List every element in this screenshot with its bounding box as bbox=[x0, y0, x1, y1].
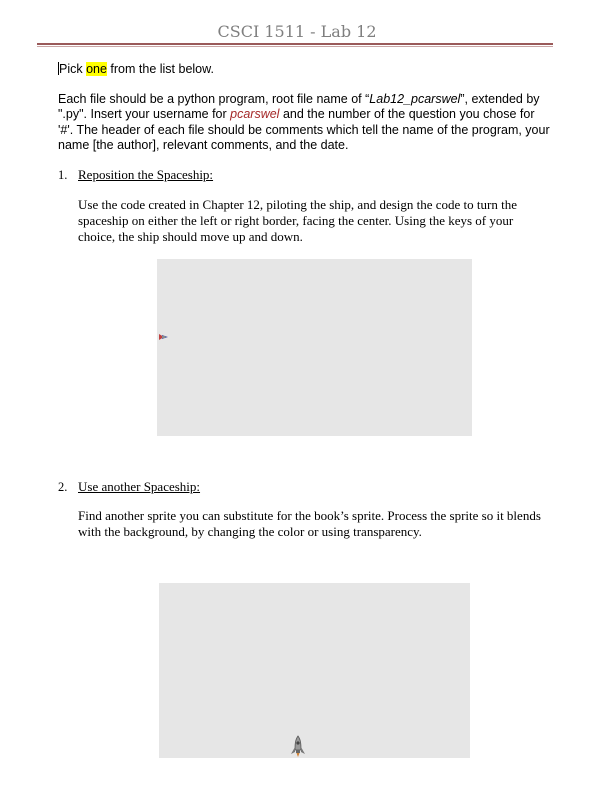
username: pcarswel bbox=[230, 107, 280, 122]
root-file-name: Lab12_pcarswel bbox=[369, 92, 461, 106]
highlighted-word: one bbox=[86, 62, 107, 76]
question-2-game-screenshot bbox=[159, 583, 470, 758]
page-header-title: CSCI 1511 - Lab 12 bbox=[217, 22, 377, 41]
question-2-number: 2. bbox=[58, 480, 68, 494]
header-rule-thin bbox=[37, 46, 553, 47]
intro-text-after: from the list below. bbox=[106, 62, 214, 76]
instructions-text-3: and the number of the question you chose for '#'. The header of each file should be comments which tell the name of the program, your name [the author], relevant comments, and the date. bbox=[58, 107, 550, 153]
question-2-body: Find another sprite you can substitute for the book’s sprite. Process the sprite so it blends with the background, by changing the color or using transparency. bbox=[78, 508, 541, 539]
spaceship-rocket-icon bbox=[289, 735, 307, 759]
question-2-title: Use another Spaceship: bbox=[78, 479, 201, 494]
question-1-title: Reposition the Spaceship: bbox=[78, 167, 214, 182]
instructions-paragraph bbox=[58, 92, 552, 154]
header-rule bbox=[37, 43, 553, 45]
question-1-body: Use the code created in Chapter 12, piloting the ship, and design the code to turn the spaceship on either the left or right border, facing the center. Using the keys of your choice, the ship should move up and down. bbox=[78, 197, 517, 244]
instructions-text-2: ”, extended by ".py". Insert your username for bbox=[58, 92, 540, 122]
instructions-text-1: Each file should be a python program, root file name of “ bbox=[58, 92, 370, 106]
question-1-game-screenshot bbox=[157, 259, 472, 436]
intro-line bbox=[58, 62, 214, 76]
intro-text-before: Pick bbox=[59, 62, 87, 76]
question-1-number: 1. bbox=[58, 168, 68, 182]
spaceship-sideways-icon bbox=[158, 332, 170, 342]
